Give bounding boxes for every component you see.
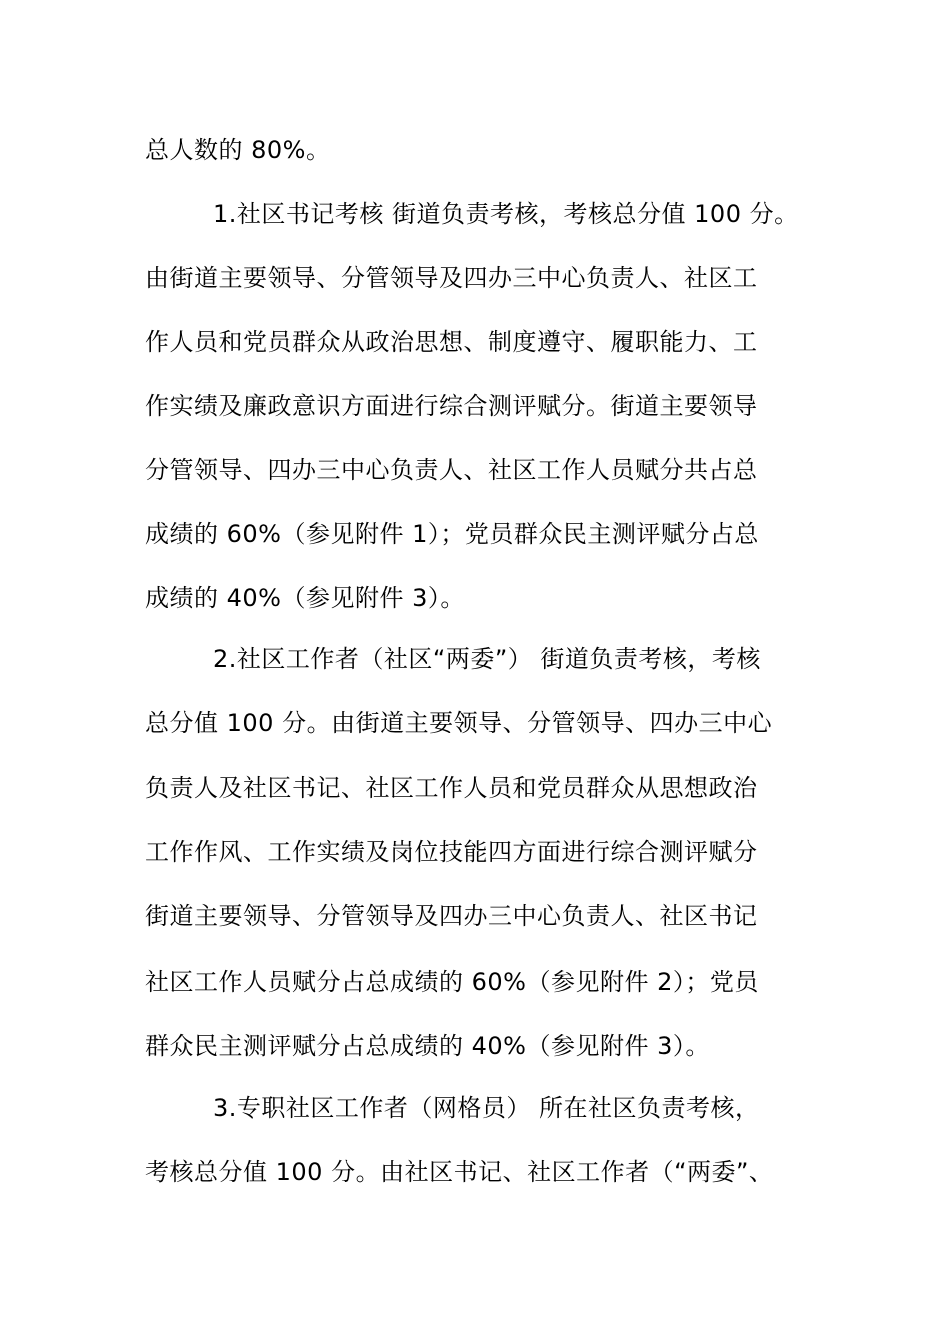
paragraph-line: 社区工作人员赋分占总成绩的 60%（参见附件 2）；党员: [145, 968, 759, 996]
paragraph-line: 考核总分值 100 分。由社区书记、社区工作者（“两委”、: [145, 1158, 774, 1186]
paragraph-line: 作实绩及廉政意识方面进行综合测评赋分。街道主要领导: [145, 392, 758, 420]
paragraph-line: 由街道主要领导、分管领导及四办三中心负责人、社区工: [145, 264, 758, 292]
paragraph-line: 成绩的 60%（参见附件 1）；党员群众民主测评赋分占总: [145, 520, 759, 548]
paragraph-line: 总人数的 80%。: [145, 136, 331, 164]
paragraph-line: 成绩的 40%（参见附件 3）。: [145, 584, 465, 612]
paragraph-line: 总分值 100 分。由街道主要领导、分管领导、四办三中心: [145, 709, 773, 737]
paragraph-line: 3.专职社区工作者（网格员） 所在社区负责考核，: [213, 1094, 760, 1122]
paragraph-line: 街道主要领导、分管领导及四办三中心负责人、社区书记: [145, 902, 758, 930]
paragraph-line: 分管领导、四办三中心负责人、社区工作人员赋分共占总: [145, 456, 758, 484]
paragraph-line: 工作作风、工作实绩及岗位技能四方面进行综合测评赋分: [145, 838, 758, 866]
paragraph-line: 1.社区书记考核 街道负责考核，考核总分值 100 分。: [213, 200, 799, 228]
paragraph-line: 群众民主测评赋分占总成绩的 40%（参见附件 3）。: [145, 1032, 710, 1060]
paragraph-line: 2.社区工作者（社区“两委”） 街道负责考核，考核: [213, 645, 761, 673]
paragraph-line: 负责人及社区书记、社区工作人员和党员群众从思想政治: [145, 774, 758, 802]
paragraph-line: 作人员和党员群众从政治思想、制度遵守、履职能力、工: [145, 328, 758, 356]
